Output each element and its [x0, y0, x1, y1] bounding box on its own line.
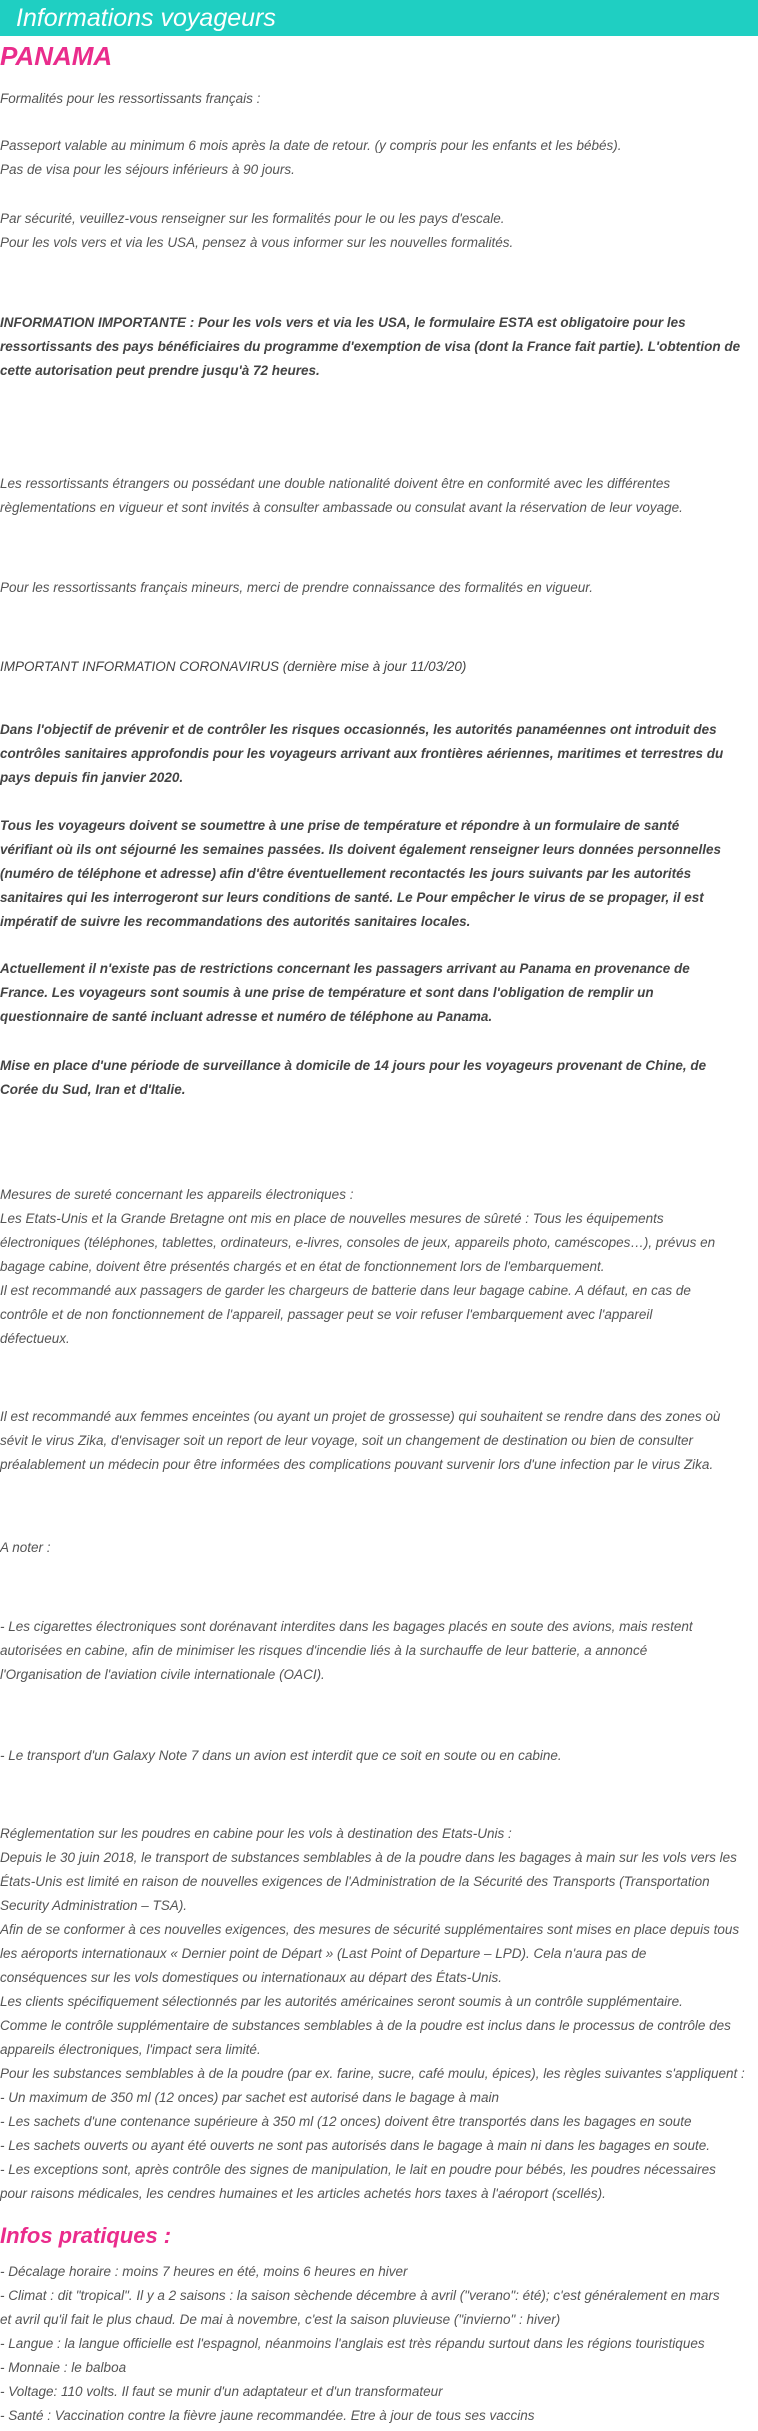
- text-line: Actuellement il n'existe pas de restrictions concernant les passagers arrivant au Panama en provenance de: [0, 961, 690, 976]
- text-line: cette autorisation peut prendre jusqu'à 72 heures.: [0, 363, 320, 378]
- text-line: Les clients spécifiquement sélectionnés par les autorités américaines seront soumis à un contrôle supplémentaire.: [0, 1994, 683, 2009]
- text-line: contrôle et de non fonctionnement de l'appareil, passager peut se voir refuser l'embarquement avec l'appareil: [0, 1307, 653, 1322]
- text-line: vérifiant où ils ont séjourné les semaines passées. Ils doivent également renseigner leurs données personnelles: [0, 842, 722, 857]
- header-bar: [0, 0, 758, 36]
- text-line: - Les cigarettes électroniques sont dorénavant interdites dans les bagages placés en soute des avions, mais restent: [0, 1619, 693, 1634]
- escale-block: [0, 207, 758, 255]
- text-line: contrôles sanitaires approfondis pour les voyageurs arrivant aux frontières aériennes, maritimes et terrestres du: [0, 746, 724, 761]
- text-line: - Les exceptions sont, après contrôle des signes de manipulation, le lait en poudre pour bébés, les poudres nécessaires: [0, 2162, 716, 2177]
- text-line: sévit le virus Zika, d'envisager soit un report de leur voyage, soit un changement de destination ou bien de consulter: [0, 1433, 693, 1448]
- text-line: Depuis le 30 juin 2018, le transport de substances semblables à de la poudre dans les bagages à main sur les vols vers les: [0, 1850, 737, 1865]
- list-item: - Santé : Vaccination contre la fièvre jaune recommandée. Etre à jour de tous ses vaccins: [0, 2408, 535, 2423]
- country-heading: PANAMA: [0, 41, 113, 71]
- text-line: préalablement un médecin pour être informées des complications pouvant survenir lors d'une infection par le virus Zika.: [0, 1457, 714, 1472]
- text-line: Réglementation sur les poudres en cabine pour les vols à destination des Etats-Unis :: [0, 1826, 512, 1841]
- text-line: Corée du Sud, Iran et d'Italie.: [0, 1082, 186, 1097]
- list-item: - Voltage: 110 volts. Il faut se munir d'un adaptateur et d'un transformateur: [0, 2384, 443, 2399]
- text-line: Mesures de sureté concernant les appareils électroniques :: [0, 1187, 354, 1202]
- text-line: électroniques (téléphones, tablettes, ordinateurs, e-livres, consoles de jeux, appareils photo, caméscopes…), prévus en: [0, 1235, 716, 1250]
- passeport-block: [0, 134, 758, 182]
- text-line: impératif de suivre les recommandations des autorités sanitaires locales.: [0, 914, 471, 929]
- text-line: Il est recommandé aux passagers de garder les chargeurs de batterie dans leur bagage cabine. A défaut, en cas de: [0, 1283, 691, 1298]
- text-line: Pour les vols vers et via les USA, pensez à vous informer sur les nouvelles formalités.: [0, 235, 514, 250]
- text-line: France. Les voyageurs sont soumis à une prise de température et sont dans l'obligation de remplir un: [0, 985, 654, 1000]
- poudres-block: [0, 1822, 758, 2206]
- a-noter-label: A noter :: [0, 1540, 51, 1555]
- page-title: Informations voyageurs: [16, 4, 276, 32]
- text-line: INFORMATION IMPORTANTE : Pour les vols vers et via les USA, le formulaire ESTA est obligatoire pour les: [0, 315, 686, 330]
- list-item: - Climat : dit "tropical". Il y a 2 saisons : la saison sèchende décembre à avril ("verano": été); c'est généralement en mars: [0, 2288, 720, 2303]
- text-line: Il est recommandé aux femmes enceintes (ou ayant un projet de grossesse) qui souhaitent se rendre dans des zones où: [0, 1409, 721, 1424]
- text-line: Par sécurité, veuillez-vous renseigner sur les formalités pour le ou les pays d'escale.: [0, 211, 505, 226]
- formalites-title: Formalités pour les ressortissants français :: [0, 91, 261, 106]
- text-line: bagage cabine, doivent être présentés chargés et en état de fonctionnement lors de l'embarquement.: [0, 1259, 605, 1274]
- text-line: Pour les substances semblables à de la poudre (par ex. farine, sucre, café moulu, épices), les règles suivantes s'appliquent :: [0, 2066, 745, 2081]
- text-line: Afin de se conformer à ces nouvelles exigences, des mesures de sécurité supplémentaires sont mises en place depuis tous: [0, 1922, 740, 1937]
- corona-block-2: [0, 814, 758, 934]
- text-line: - Un maximum de 350 ml (12 onces) par sachet est autorisé dans le bagage à main: [0, 2090, 500, 2105]
- text-line: Les ressortissants étrangers ou possédant une double nationalité doivent être en conformité avec les différentes: [0, 476, 671, 491]
- text-line: Dans l'objectif de prévenir et de contrôler les risques occasionnés, les autorités panaméennes ont introduit des: [0, 722, 717, 737]
- surete-block: [0, 1183, 758, 1351]
- text-line: Les Etats-Unis et la Grande Bretagne ont mis en place de nouvelles mesures de sûreté : Tous les équipements: [0, 1211, 664, 1226]
- galaxy-text: - Le transport d'un Galaxy Note 7 dans un avion est interdit que ce soit en soute ou en cabine.: [0, 1748, 562, 1763]
- text-line: sanitaires qui les interrogeront sur leurs conditions de santé. Le Pour empêcher le virus de se propager, il est: [0, 890, 704, 905]
- text-line: conséquences sur les vols domestiques ou internationaux au départ des États-Unis.: [0, 1970, 503, 1985]
- text-line: questionnaire de santé incluant adresse et numéro de téléphone au Panama.: [0, 1009, 493, 1024]
- corona-block-1: [0, 718, 758, 790]
- text-line: règlementations en vigueur et sont invités à consulter ambassade ou consulat avant la réservation de leur voyage.: [0, 500, 683, 515]
- list-item: - Langue : la langue officielle est l'espagnol, néanmoins l'anglais est très répandu surtout dans les régions touristiques: [0, 2336, 705, 2351]
- text-line: pays depuis fin janvier 2020.: [0, 770, 184, 785]
- text-line: Passeport valable au minimum 6 mois après la date de retour. (y compris pour les enfants et les bébés).: [0, 138, 622, 153]
- corona-block-4: [0, 1054, 758, 1102]
- text-line: l'Organisation de l'aviation civile internationale (OACI).: [0, 1667, 325, 1682]
- infos-pratiques-list: [0, 2260, 758, 2428]
- text-line: Tous les voyageurs doivent se soumettre à une prise de température et répondre à un formulaire de santé: [0, 818, 680, 833]
- text-line: Pas de visa pour les séjours inférieurs à 90 jours.: [0, 162, 295, 177]
- text-line: autorisées en cabine, afin de minimiser les risques d'incendie liés à la surchauffe de leur batterie, a annoncé: [0, 1643, 648, 1658]
- infos-pratiques-heading: Infos pratiques :: [0, 2223, 172, 2248]
- etrangers-block: [0, 472, 758, 520]
- list-item: - Décalage horaire : moins 7 heures en été, moins 6 heures en hiver: [0, 2264, 408, 2279]
- text-line: ressortissants des pays bénéficiaires du programme d'exemption de visa (dont la France fait partie). L'obtention de: [0, 339, 741, 354]
- text-line: Comme le contrôle supplémentaire de substances semblables à de la poudre est inclus dans le processus de contrôle des: [0, 2018, 731, 2033]
- text-line: États-Unis est limité en raison de nouvelles exigences de l'Administration de la Sécurité des Transports (Transportation: [0, 1874, 710, 1889]
- list-item: et avril qu'il fait le plus chaud. De mai à novembre, c'est la saison pluvieuse ("invierno" : hiver): [0, 2312, 561, 2327]
- mineurs-text: Pour les ressortissants français mineurs, merci de prendre connaissance des formalités en vigueur.: [0, 580, 594, 595]
- text-line: les aéroports internationaux « Dernier point de Départ » (Last Point of Departure – LPD). Cela n'aura pas de: [0, 1946, 647, 1961]
- corona-block-3: [0, 957, 758, 1029]
- list-item: - Monnaie : le balboa: [0, 2360, 127, 2375]
- text-line: - Les sachets ouverts ou ayant été ouverts ne sont pas autorisés dans le bagage à main ni dans les bagages en soute.: [0, 2138, 710, 2153]
- text-line: pour raisons médicales, les cendres humaines et les articles achetés hors taxes à l'aéroport (scellés).: [0, 2186, 606, 2201]
- text-line: défectueux.: [0, 1331, 70, 1346]
- text-line: Security Administration – TSA).: [0, 1898, 188, 1913]
- text-line: appareils électroniques, l'impact sera limité.: [0, 2042, 261, 2057]
- esta-block: [0, 311, 758, 383]
- text-line: Mise en place d'une période de surveillance à domicile de 14 jours pour les voyageurs provenant de Chine, de: [0, 1058, 707, 1073]
- cigarettes-block: [0, 1615, 758, 1687]
- zika-block: [0, 1405, 758, 1477]
- corona-title: IMPORTANT INFORMATION CORONAVIRUS (dernière mise à jour 11/03/20): [0, 659, 467, 674]
- text-line: - Les sachets d'une contenance supérieure à 350 ml (12 onces) doivent être transportés dans les bagages en soute: [0, 2114, 692, 2129]
- text-line: (numéro de téléphone et adresse) afin d'être éventuellement recontactés les jours suivants par les autorités: [0, 866, 692, 881]
